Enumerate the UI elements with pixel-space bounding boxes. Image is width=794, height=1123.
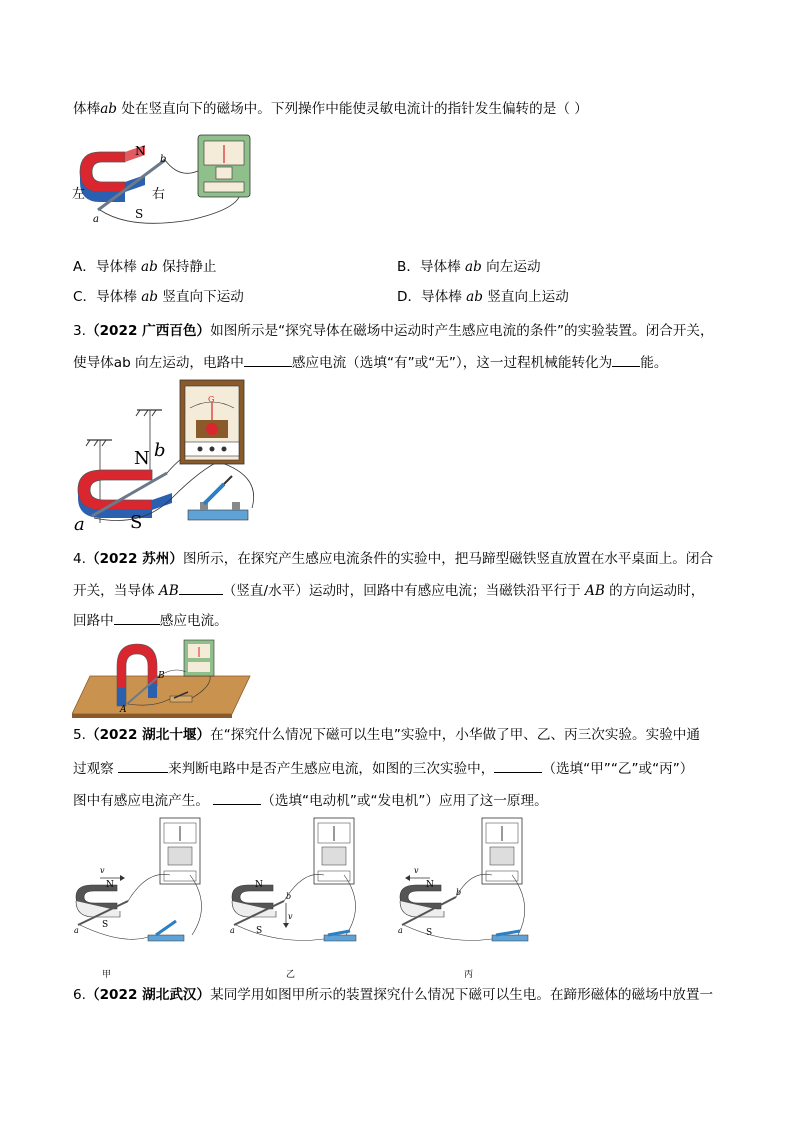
label-b: b: [286, 892, 292, 901]
q5-caption-jia: 甲: [102, 970, 112, 980]
label-b: B: [158, 671, 165, 681]
q3-blank-2[interactable]: [612, 352, 640, 367]
q2-option-d: D．导体棒 ab 竖直向上运动: [397, 289, 569, 305]
q5-blank-2[interactable]: [494, 758, 542, 773]
q2-option-a: A．导体棒 ab 保持静止: [73, 259, 217, 275]
q5-figure-yi: [228, 815, 368, 954]
label-n: N: [106, 880, 114, 890]
label-v: v: [100, 866, 105, 875]
q5-figure-jia: [72, 815, 212, 954]
label-b: b: [456, 888, 462, 897]
q2-figure: [70, 130, 270, 239]
label-a: A: [120, 705, 127, 715]
q5-line3: 图中有感应电流产生。 （选填“电动机”或“发电机”）应用了这一原理。: [73, 790, 548, 810]
q5-figure-bing: [396, 815, 536, 954]
q2-stem: 体棒ab 处在竖直向下的磁场中。下列操作中能使灵敏电流计的指针发生偏转的是（ ）: [73, 101, 588, 117]
label-s: S: [102, 920, 109, 930]
q4-line1: 4.（2022 苏州）图所示，在探究产生感应电流条件的实验中，把马蹄型磁铁竖直放置在水平桌面上。闭合: [73, 551, 714, 567]
q5-line1: 5.（2022 湖北十堰）在“探究什么情况下磁可以生电”实验中，小华做了甲、乙、丙三次实验。实验中通: [73, 727, 700, 743]
label-s: S: [426, 928, 433, 938]
label-a: a: [398, 926, 403, 935]
q4-blank-1[interactable]: [179, 580, 223, 595]
label-n: N: [426, 880, 434, 890]
q3-line2: 使导体ab 向左运动，电路中 感应电流（选填“有”或“无”），这一过程机械能转化为 能。: [73, 352, 667, 372]
label-s: S: [135, 207, 144, 221]
q5-line2: 过观察 来判断电路中是否产生感应电流，如图的三次实验中， （选填“甲”“乙”或“丙”）: [73, 758, 693, 778]
q2-option-b: B．导体棒 ab 向左运动: [397, 259, 541, 275]
q5-blank-3[interactable]: [213, 790, 261, 805]
label-v: v: [288, 912, 293, 921]
q4-blank-2[interactable]: [114, 610, 160, 625]
q3-blank-1[interactable]: [244, 352, 292, 367]
label-a: a: [74, 514, 85, 533]
label-g: G: [208, 395, 215, 404]
label-n: N: [134, 448, 150, 469]
q4-line3: 回路中 感应电流。: [73, 610, 228, 630]
label-right: 右: [152, 187, 166, 202]
label-s: S: [256, 926, 263, 936]
q5-caption-bing: 丙: [464, 970, 474, 980]
q3-figure: [72, 378, 272, 537]
label-left: 左: [72, 187, 86, 202]
q3-line1: 3.（2022 广西百色）如图所示是“探究导体在磁场中运动时产生感应电流的条件”的实验装置。闭合开关，: [73, 323, 714, 339]
label-s: S: [130, 512, 143, 533]
q2-option-c: C．导体棒 ab 竖直向下运动: [73, 289, 244, 305]
q5-caption-yi: 乙: [286, 970, 296, 980]
label-b: b: [154, 440, 166, 461]
label-a: a: [230, 926, 235, 935]
q4-figure: [72, 636, 252, 722]
q6-line1: 6.（2022 湖北武汉）某同学用如图甲所示的装置探究什么情况下磁可以生电。在蹄形磁体的磁场中放置一: [73, 987, 714, 1003]
label-n: N: [135, 144, 146, 158]
q5-blank-1[interactable]: [118, 758, 168, 773]
q4-line2: 开关，当导体 AB （竖直/水平）运动时，回路中有感应电流；当磁铁沿平行于 AB 的方向运动时，: [73, 580, 704, 600]
label-a: a: [93, 214, 99, 225]
label-n: N: [255, 880, 263, 890]
label-a: a: [74, 926, 79, 935]
label-v: v: [414, 866, 419, 875]
label-b: b: [160, 154, 167, 165]
